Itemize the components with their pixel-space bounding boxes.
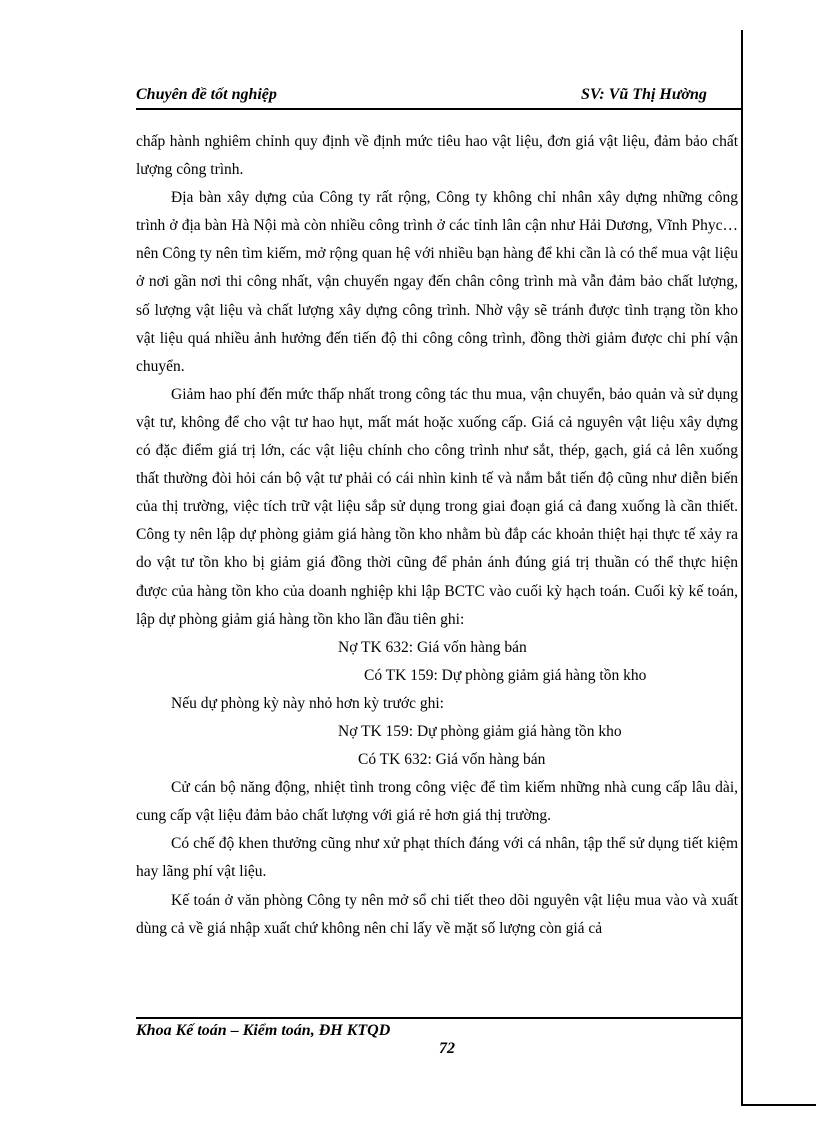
journal-entry-credit: Có TK 159: Dự phòng giảm giá hàng tồn kho xyxy=(364,666,647,684)
footer-text: Khoa Kế toán – Kiểm toán, ĐH KTQD xyxy=(136,1022,391,1039)
paragraph-continuation: chấp hành nghiêm chỉnh quy định về định mức tiêu hao vật liệu, đơn giá vật liệu, đảm bảo chất lượng công trình. xyxy=(136,133,738,179)
page-border-right xyxy=(741,30,743,1105)
document-body xyxy=(136,128,738,943)
paragraph: Địa bàn xây dựng của Công ty rất rộng, Công ty không chỉ nhân xây dựng những công trình ở địa bàn Hà Nội mà còn nhiều công trình ở các tỉnh lân cận như Hải Dương, Vĩnh Phyc… nên Công ty nên tìm kiếm, mở rộng quan hệ với nhiều bạn hàng để khi cần là có thể mua vật liệu ở nơi gần nơi thi công nhất, vận chuyển ngay đến chân công trình mà vẫn đảm bảo chất lượng, số lượng vật liệu và chất lượng xây dựng công trình. Nhờ vậy sẽ tránh được tình trạng tồn kho vật liệu quá nhiều ảnh hưởng đến tiến độ thi công công trình, đồng thời giảm được chi phí vận chuyển. xyxy=(136,189,738,375)
header-title: Chuyên đề tốt nghiệp xyxy=(136,86,277,103)
journal-entry-credit: Có TK 632: Giá vốn hàng bán xyxy=(358,751,546,769)
footer-divider xyxy=(136,1017,741,1019)
header-author: SV: Vũ Thị Hường xyxy=(581,86,707,103)
paragraph: Nếu dự phòng kỳ này nhỏ hơn kỳ trước ghi: xyxy=(171,694,444,712)
journal-entry-debit: Nợ TK 632: Giá vốn hàng bán xyxy=(338,638,527,656)
page-border-bottom xyxy=(741,1104,816,1106)
paragraph: Kế toán ở văn phòng Công ty nên mở sổ chi tiết theo dõi nguyên vật liệu mua vào và xuất dùng cả về giá nhập xuất chứ không nên chỉ lấy về mặt số lượng còn giá cả xyxy=(136,891,738,937)
journal-entry-debit: Nợ TK 159: Dự phòng giảm giá hàng tồn kho xyxy=(338,722,622,740)
page-number: 72 xyxy=(439,1040,455,1057)
paragraph: Có chế độ khen thưởng cũng như xử phạt thích đáng với cá nhân, tập thể sử dụng tiết kiệm hay lãng phí vật liệu. xyxy=(136,835,738,881)
paragraph: Giảm hao phí đến mức thấp nhất trong công tác thu mua, vận chuyển, bảo quản và sử dụng vật tư, không để cho vật tư hao hụt, mất mát hoặc xuống cấp. Giá cả nguyên vật liệu xây dựng có đặc điểm giá trị lớn, các vật liệu chính cho công trình như sắt, thép, gạch, giá cả lên xuống thất thường đòi hỏi cán bộ vật tư phải có cái nhìn kinh tế và nắm bắt tiến độ cũng như diễn biến của thị trường, việc tích trữ vật liệu sắp sử dụng trong giai đoạn giá cả đang xuống là cần thiết. Công ty nên lập dự phòng giảm giá hàng tồn kho nhằm bù đắp các khoản thiệt hại thực tế xảy ra do vật tư tồn kho bị giảm giá đồng thời cũng để phản ánh đúng giá trị thuần có thể thực hiện được của hàng tồn kho của doanh nghiệp khi lập BCTC vào cuối kỳ hạch toán. Cuối kỳ kế toán, lập dự phòng giảm giá hàng tồn kho lần đầu tiên ghi: xyxy=(136,385,738,628)
paragraph: Cử cán bộ năng động, nhiệt tình trong công việc để tìm kiếm những nhà cung cấp lâu dài, cung cấp vật liệu đảm bảo chất lượng với giá rẻ hơn giá thị trường. xyxy=(136,779,738,825)
page-header xyxy=(136,86,741,110)
